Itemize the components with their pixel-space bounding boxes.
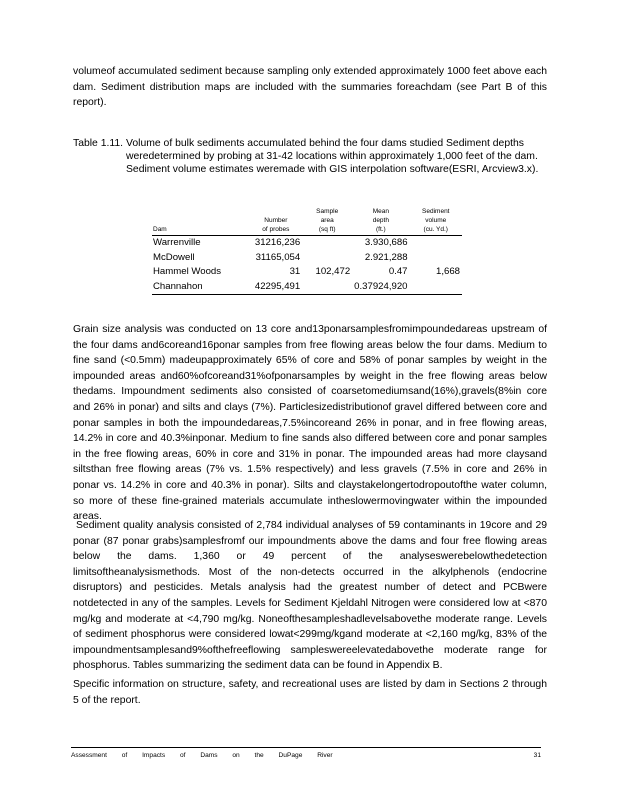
cell-depth: 0.47 [388, 266, 408, 277]
table-row [152, 236, 462, 251]
cell-depth: 3.930,686 [364, 237, 408, 248]
cell-area: 102,472 [315, 266, 351, 277]
cell-area [302, 236, 352, 251]
cell-volume: 1,668 [435, 266, 460, 277]
cell-dam: Channahon [153, 280, 203, 292]
cell-dam: Hammel Woods [153, 266, 222, 277]
table-row [152, 280, 462, 295]
paragraph-sediment-quality: Sediment quality analysis consisted of 2,784 individual analyses of 59 contaminants in 19core and 29 ponar (87 ponar grabs)samplesfromf our impoundments above the dams and four free flowing areas below the dams. 1,360 or 49 percent of the analyseswerebelowthedetection limitsoftheanalysismethods. Most of the non-detects occurred in the alkylphenols (endocrine disruptors) and pesticides. Metals analysis had the greatest number of detect and PCBwere notdetected in any of the samples. Levels for Sediment Kjeldahl Nitrogen were considered low at <870 mg/kg and moderate at <4,790 mg/kg. Noneofthesampleshadlevelsabovethe moderate range. Levels of sediment phosphorus were considered lowat<299mg/kgand moderate at <2,160 mg/kg, 83% of the impoundmentsamplesand9%ofthefreeflowing sampleswereelevatedabovethe moderate range for phosphorus. Tables summarizing the sediment data can be found in Appendix B. [73, 520, 547, 672]
cell-volume [410, 236, 462, 251]
page-footer [71, 752, 541, 759]
cell-area [302, 280, 352, 295]
paragraph-grain-size: Grain size analysis was conducted on 13 core and13ponarsamplesfromimpoundedareas upstream of the four dams and6coreand16ponar samples from free flowing areas below the four dams. Medium to fine sand (<0.5mm) madeupapproximately 65% of core and 58% of ponar samples by weight in the impounded areas and60%ofcoreand31%ofponarsamples by weight in the free flowing areas below thedams. Impoundment sediments also consisted of coarsetomediumsand(16%),gravels(8%in core and 26% in ponar) and silts and clays (7%). Particlesizedistributionof gravel differed between core and ponar samples in both the impoundedareas,7.5%incoreand 26% in ponar, and in free flowing areas, 14.2% in core and 40.3%inponar. Medium to fine sands also differed between core and ponar samples in the free flowing areas, 60% in core and 31% in ponar. The impounded areas had more claysand siltsthan free flowing areas (7% vs. 1.5% respectively) and less gravels (7.5% in core and 26% in ponar vs. 14.2% in core and 40.3% in ponar). Silts and claystakelongertodropoutofthe water column, so more of these fine-grained materials accumulate intheslowermovingwater within the impounded areas. [73, 324, 547, 523]
cell-volume [410, 280, 462, 295]
table-row [152, 251, 462, 266]
header-probes: Number of probes [262, 217, 290, 233]
cell-depth: 0.37924,920 [354, 280, 408, 292]
header-depth: Mean depth (ft.) [372, 208, 389, 233]
cell-probes: 42295,491 [254, 280, 301, 292]
footer-divider [71, 747, 541, 748]
footer-title: Assessment of Impacts of Dams on the DuPage River [71, 752, 333, 759]
table-row [152, 265, 462, 280]
header-volume: Sediment volume (cu. Yd.) [422, 208, 450, 233]
header-area: Sample area (sq ft) [316, 208, 339, 233]
cell-depth: 2.921,288 [364, 251, 408, 263]
sediment-volume-table [152, 207, 462, 295]
paragraph-sediment-sampling: volumeof accumulated sediment because sampling only extended approximately 1000 feet above each dam. Sediment distribution maps are included with the summaries foreachdam (see Part B of this report). [73, 66, 547, 109]
cell-probes: 31165,054 [255, 251, 301, 263]
paragraph-specific-info: Specific information on structure, safety, and recreational uses are listed by dam in Sections 2 through 5 of the report. [73, 679, 547, 706]
cell-volume [410, 251, 462, 266]
cell-dam: McDowell [153, 251, 195, 263]
table-caption-label: Table 1.11. [73, 138, 124, 149]
page-number: 31 [533, 752, 541, 759]
cell-probes: 31216,236 [254, 237, 301, 248]
header-dam: Dam [153, 226, 167, 233]
cell-dam: Warrenville [153, 237, 201, 248]
table-header-row [152, 207, 462, 236]
cell-probes: 31 [289, 266, 301, 277]
cell-area [302, 251, 352, 266]
table-caption-text: Volume of bulk sediments accumulated behind the four dams studied Sediment depths weredetermined by probing at 31-42 locations within approximately 1,000 feet of the dam. Sediment volume estimates weremade with GIS interpolation software(ESRI, Arcview3.x). [126, 138, 539, 175]
table-caption [73, 137, 547, 176]
